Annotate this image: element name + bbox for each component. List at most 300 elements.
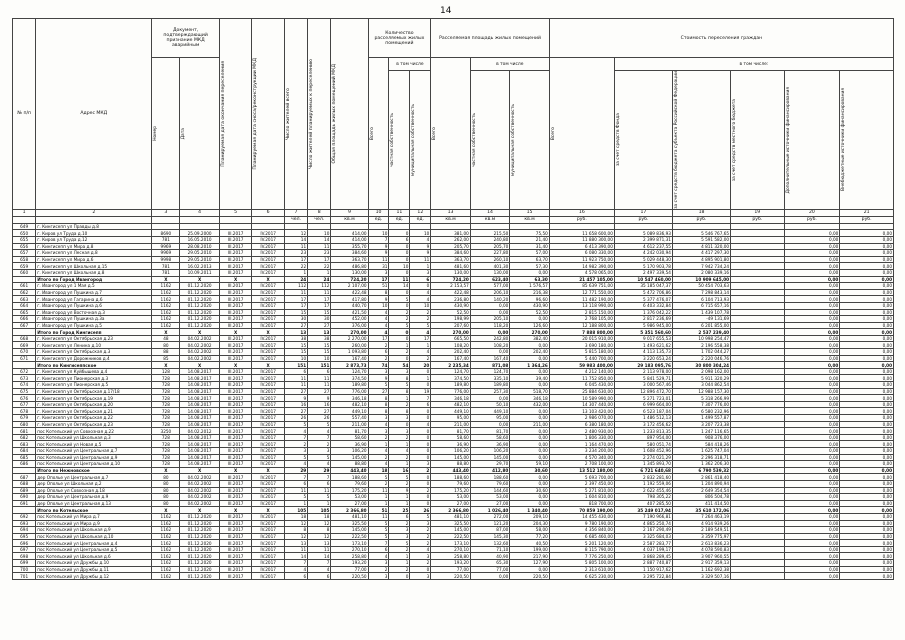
- table-cell: 0,00: [510, 434, 550, 441]
- table-cell: IV.2017: [252, 454, 285, 461]
- table-cell: 121,20: [470, 520, 510, 527]
- table-body: [13, 216, 894, 579]
- table-cell: 10.09.2011: [180, 269, 220, 276]
- header-demolition-date: Планируемая дата сноса/реконструкции МКД: [252, 19, 285, 210]
- table-cell: 5: [284, 454, 307, 461]
- table-cell: 676: [13, 395, 36, 402]
- table-cell: 0: [389, 250, 410, 257]
- table-cell: 701: [13, 573, 36, 580]
- table-cell: [731, 355, 784, 362]
- table-cell: 3 325 684,03: [614, 533, 672, 540]
- table-cell: 5 911 320,29: [672, 375, 730, 382]
- table-cell: IV.2017: [252, 395, 285, 402]
- table-cell: 1: [410, 263, 431, 270]
- table-cell: 65,30: [470, 560, 510, 567]
- table-cell: [731, 480, 784, 487]
- table-cell: 10: [410, 230, 431, 237]
- column-number: 4: [180, 209, 220, 216]
- table-cell: IV.2017: [252, 342, 285, 349]
- table-cell: 0,00: [784, 276, 840, 283]
- table-cell: 1162: [152, 513, 180, 520]
- table-cell: 18: [284, 513, 307, 520]
- table-cell: [368, 223, 389, 230]
- table-cell: III.2017: [219, 349, 252, 356]
- table-cell: 25 884 630,00: [549, 388, 614, 395]
- table-cell: 0,00: [784, 296, 840, 303]
- table-cell: 15: [308, 342, 331, 349]
- table-cell: IV.2017: [252, 289, 285, 296]
- table-cell: III.2017: [219, 461, 252, 468]
- table-cell: 25.09.2000: [180, 230, 220, 237]
- table-cell: [152, 223, 180, 230]
- table-cell: 1162: [152, 322, 180, 329]
- table-cell: 5 841 529,71: [614, 375, 672, 382]
- table-cell: IV.2017: [252, 309, 285, 316]
- table-cell: IV.2017: [252, 322, 285, 329]
- table-cell: 145,00: [470, 454, 510, 461]
- table-cell: 1: [410, 342, 431, 349]
- table-cell: IV.2017: [252, 533, 285, 540]
- table-cell: 189,80: [331, 382, 368, 389]
- table-cell: пос Котельский ул Центральная д.5: [36, 546, 152, 553]
- table-cell: 584 418,26: [672, 441, 730, 448]
- table-cell: 1162: [152, 573, 180, 580]
- table-cell: 4: [368, 316, 389, 323]
- table-cell: 3: [389, 527, 410, 534]
- table-row: [13, 283, 894, 290]
- table-cell: 482,10: [431, 401, 471, 408]
- table-cell: 13: [308, 540, 331, 547]
- table-cell: 12: [284, 520, 307, 527]
- table-cell: 2 296 318,71: [672, 454, 730, 461]
- subtotal-row: [13, 276, 894, 283]
- table-cell: 5 029 448,30: [614, 256, 672, 263]
- table-cell: 36,90: [470, 441, 510, 448]
- table-cell: 781: [152, 269, 180, 276]
- table-cell: 0,00: [510, 269, 550, 276]
- table-cell: 29: [284, 467, 307, 474]
- table-cell: 0,00: [840, 322, 894, 329]
- table-row: [13, 395, 894, 402]
- table-cell: IV.2017: [252, 230, 285, 237]
- table-cell: 79,60: [331, 480, 368, 487]
- table-cell: X: [180, 507, 220, 514]
- table-cell: 5: [389, 474, 410, 481]
- table-cell: 3: [389, 533, 410, 540]
- table-cell: 17: [284, 302, 307, 309]
- table-cell: 27: [308, 408, 331, 415]
- table-cell: 3 690 180,00: [549, 342, 614, 349]
- table-cell: 0,00: [840, 415, 894, 422]
- table-cell: 0,00: [840, 566, 894, 573]
- table-cell: 0,00: [840, 507, 894, 514]
- table-cell: 4 570 340,00: [549, 454, 614, 461]
- table-cell: 24: [284, 276, 307, 283]
- table-cell: 167,40: [470, 355, 510, 362]
- table-cell: 5: [389, 322, 410, 329]
- table-cell: III.2017: [219, 256, 252, 263]
- table-cell: 2: [389, 566, 410, 573]
- table-cell: [731, 454, 784, 461]
- table-cell: 690: [13, 494, 36, 501]
- unit-cell: [180, 216, 220, 223]
- table-cell: 0,00: [840, 421, 894, 428]
- table-cell: 1 806 330,00: [549, 434, 614, 441]
- table-cell: 5 472 706,86: [614, 289, 672, 296]
- table-cell: 414,00: [331, 236, 368, 243]
- table-cell: 1: [368, 441, 389, 448]
- table-cell: 96,60: [510, 296, 550, 303]
- table-cell: 12 988 157,30: [672, 388, 730, 395]
- table-cell: 206,10: [470, 289, 510, 296]
- table-cell: 10: [308, 230, 331, 237]
- table-cell: 2 113 978,00: [614, 368, 672, 375]
- table-cell: 2 107,00: [331, 283, 368, 290]
- table-cell: 38: [308, 335, 331, 342]
- table-cell: 0,00: [784, 540, 840, 547]
- table-cell: [731, 447, 784, 454]
- table-cell: 2 613 836,23: [672, 540, 730, 547]
- table-cell: г. Кингисепп ул Октябрьская д.3: [36, 349, 152, 356]
- table-row: [13, 342, 894, 349]
- table-cell: 3 907 960,55: [672, 553, 730, 560]
- column-number: 20: [784, 209, 840, 216]
- table-cell: 145,00: [331, 454, 368, 461]
- table-cell: 0,00: [840, 302, 894, 309]
- table-cell: 7 776 250,00: [549, 553, 614, 560]
- header-fund: за счет средств Фонда: [614, 71, 672, 210]
- table-cell: IV.2017: [252, 302, 285, 309]
- table-cell: 40,50: [510, 540, 550, 547]
- table-cell: 0: [389, 243, 410, 250]
- table-cell: 2: [389, 454, 410, 461]
- table-cell: 2 080 339,16: [672, 269, 730, 276]
- table-cell: 0,00: [510, 447, 550, 454]
- table-cell: 672: [13, 368, 36, 375]
- table-cell: 2 622 455,46: [614, 487, 672, 494]
- table-cell: 77,00: [431, 566, 471, 573]
- table-cell: 355,70: [331, 243, 368, 250]
- table-cell: 29,70: [470, 461, 510, 468]
- table-cell: [731, 309, 784, 316]
- table-cell: 17: [308, 302, 331, 309]
- table-row: [13, 236, 894, 243]
- table-cell: 58,60: [331, 434, 368, 441]
- table-cell: 128: [152, 368, 180, 375]
- table-cell: 0,00: [784, 309, 840, 316]
- table-cell: 01.12.2020: [180, 527, 220, 534]
- table-cell: 23: [308, 250, 331, 257]
- header-cost-incl: в том числе:: [614, 58, 893, 71]
- table-cell: 0,00: [840, 461, 894, 468]
- table-cell: 5 693 700,00: [549, 474, 614, 481]
- table-cell: 0,00: [840, 480, 894, 487]
- table-cell: 0,00: [510, 454, 550, 461]
- table-cell: 105: [308, 507, 331, 514]
- table-cell: X: [219, 507, 252, 514]
- table-cell: [731, 349, 784, 356]
- table-cell: 0: [410, 382, 431, 389]
- table-cell: 59,10: [510, 461, 550, 468]
- table-cell: 659: [13, 263, 36, 270]
- table-cell: 270,00: [431, 329, 471, 336]
- table-cell: [731, 388, 784, 395]
- table-cell: 7 888 800,00: [549, 329, 614, 336]
- table-cell: 1: [308, 269, 331, 276]
- table-cell: 0,00: [840, 454, 894, 461]
- table-cell: 2: [410, 467, 431, 474]
- table-cell: 270,10: [331, 546, 368, 553]
- table-row: [13, 441, 894, 448]
- table-cell: [410, 223, 431, 230]
- table-cell: [731, 256, 784, 263]
- table-cell: 781: [152, 236, 180, 243]
- table-cell: 3 207 723,38: [672, 421, 730, 428]
- table-cell: 376,00: [331, 322, 368, 329]
- column-number: 14: [470, 209, 510, 216]
- table-cell: 3: [368, 560, 389, 567]
- table-cell: 0,00: [840, 263, 894, 270]
- table-cell: г. Кингисепп ул Школьная д.8: [36, 269, 152, 276]
- table-cell: 2 397 450,00: [549, 480, 614, 487]
- table-cell: 14.08.2017: [180, 447, 220, 454]
- table-cell: [731, 335, 784, 342]
- table-cell: 10 589 990,00: [549, 395, 614, 402]
- table-cell: 412,80: [470, 467, 510, 474]
- table-cell: 14.08.2017: [180, 454, 220, 461]
- table-cell: 346,18: [331, 395, 368, 402]
- table-cell: 215,50: [470, 230, 510, 237]
- table-cell: 1162: [152, 553, 180, 560]
- table-cell: 670: [13, 349, 36, 356]
- table-cell: 421,50: [331, 309, 368, 316]
- table-cell: 0,00: [510, 494, 550, 501]
- table-cell: 0,00: [784, 335, 840, 342]
- table-cell: 430,90: [510, 302, 550, 309]
- table-cell: 88: [152, 349, 180, 356]
- table-cell: 145,00: [431, 527, 471, 534]
- table-cell: 124,70: [431, 368, 471, 375]
- table-cell: 776,00: [331, 388, 368, 395]
- table-cell: 1 608 452,96: [614, 447, 672, 454]
- table-cell: IV.2017: [252, 540, 285, 547]
- table-cell: 6: [308, 480, 331, 487]
- table-cell: 8: [308, 527, 331, 534]
- table-cell: IV.2017: [252, 382, 285, 389]
- table-cell: 11 752 850,00: [549, 375, 614, 382]
- table-cell: 2: [368, 566, 389, 573]
- table-cell: 7 298 843,14: [672, 289, 730, 296]
- table-cell: 257,30: [470, 388, 510, 395]
- units-row: [13, 216, 894, 223]
- table-cell: 1162: [152, 546, 180, 553]
- table-cell: 3250: [152, 428, 180, 435]
- table-cell: 11: [308, 487, 331, 494]
- table-cell: 557,40: [331, 415, 368, 422]
- column-number: 18: [672, 209, 730, 216]
- table-cell: 0,00: [784, 256, 840, 263]
- unit-cell: кв.м: [470, 216, 510, 223]
- table-cell: 0,00: [510, 474, 550, 481]
- table-cell: 1: [410, 375, 431, 382]
- table-row: [13, 296, 894, 303]
- table-cell: 0,00: [470, 349, 510, 356]
- table-cell: 5 591 582,00: [672, 236, 730, 243]
- table-cell: 0,00: [840, 494, 894, 501]
- table-cell: 2: [389, 546, 410, 553]
- table-cell: 0,00: [840, 269, 894, 276]
- table-cell: 2 313 610,00: [549, 566, 614, 573]
- table-cell: 0,00: [510, 342, 550, 349]
- table-cell: 30: [308, 316, 331, 323]
- table-row: [13, 428, 894, 435]
- table-cell: 17: [410, 335, 431, 342]
- table-cell: 04.02.2002: [180, 342, 220, 349]
- table-cell: 19: [410, 388, 431, 395]
- table-cell: III.2017: [219, 434, 252, 441]
- table-cell: 106,20: [331, 447, 368, 454]
- table-row: [13, 408, 894, 415]
- table-cell: 8: [368, 401, 389, 408]
- table-cell: 1162: [152, 527, 180, 534]
- table-cell: 1 576,57: [510, 283, 550, 290]
- table-cell: 687: [13, 474, 36, 481]
- table-row: [13, 309, 894, 316]
- table-cell: 2 189 549,51: [672, 527, 730, 534]
- table-cell: 0,00: [840, 441, 894, 448]
- table-cell: 0: [410, 480, 431, 487]
- table-cell: 686: [13, 461, 36, 468]
- table-cell: [252, 223, 285, 230]
- table-cell: г. Кингисепп ул Октябрьская д.17/18: [36, 388, 152, 395]
- table-cell: [731, 342, 784, 349]
- table-cell: X: [252, 362, 285, 369]
- table-cell: 0,00: [840, 296, 894, 303]
- table-row: [13, 269, 894, 276]
- table-cell: X: [252, 467, 285, 474]
- column-number: 19: [731, 209, 784, 216]
- table-cell: 0,00: [784, 329, 840, 336]
- table-cell: 108,20: [470, 342, 510, 349]
- table-cell: 871,08: [470, 362, 510, 369]
- table-cell: 481,10: [331, 513, 368, 520]
- table-cell: IV.2017: [252, 520, 285, 527]
- table-cell: [180, 223, 220, 230]
- table-cell: 2 768 105,00: [549, 316, 614, 323]
- table-cell: 1: [389, 441, 410, 448]
- table-cell: III.2017: [219, 302, 252, 309]
- table-cell: 270,10: [431, 546, 471, 553]
- table-cell: [731, 395, 784, 402]
- table-cell: 6: [308, 368, 331, 375]
- table-cell: 106,20: [431, 447, 471, 454]
- table-cell: 449,10: [470, 408, 510, 415]
- table-cell: 130,00: [470, 269, 510, 276]
- table-cell: 80: [152, 500, 180, 507]
- table-cell: 0,00: [784, 302, 840, 309]
- table-cell: 236,80: [431, 296, 471, 303]
- table-cell: 3: [410, 553, 431, 560]
- table-row: [13, 500, 894, 507]
- table-cell: 75,50: [510, 230, 550, 237]
- table-cell: 9969: [152, 243, 180, 250]
- table-cell: 5: [410, 513, 431, 520]
- table-cell: IV.2017: [252, 461, 285, 468]
- table-cell: [784, 223, 840, 230]
- table-cell: 21,40: [510, 236, 550, 243]
- table-cell: 5: [284, 494, 307, 501]
- table-cell: [13, 467, 36, 474]
- table-cell: 0: [389, 421, 410, 428]
- table-cell: 443,40: [431, 467, 471, 474]
- table-cell: 17: [368, 335, 389, 342]
- table-row: [13, 461, 894, 468]
- table-cell: 728: [152, 434, 180, 441]
- table-cell: 9: [368, 375, 389, 382]
- table-cell: г. Ивангород ул 1 Мая д.5: [36, 283, 152, 290]
- table-cell: 6 580 232,96: [672, 408, 730, 415]
- table-cell: 0,00: [784, 434, 840, 441]
- table-cell: 346,18: [510, 395, 550, 402]
- table-cell: 1: [389, 560, 410, 567]
- table-cell: 126,60: [510, 322, 550, 329]
- column-number: 8: [308, 209, 331, 216]
- table-cell: 11: [284, 289, 307, 296]
- table-cell: г. Кингисепп ул Октябрьская д.23: [36, 335, 152, 342]
- table-cell: 5: [308, 494, 331, 501]
- table-cell: г. Кингисепп ул Октябрьская д.22: [36, 415, 152, 422]
- table-cell: 63,70: [510, 256, 550, 263]
- table-cell: [731, 487, 784, 494]
- table-row: [13, 250, 894, 257]
- table-cell: 2 366,80: [431, 507, 471, 514]
- table-row: [13, 415, 894, 422]
- table-cell: 3 295 722,84: [614, 573, 672, 580]
- table-cell: 258,80: [331, 553, 368, 560]
- table-cell: 0,00: [840, 434, 894, 441]
- table-cell: 684: [13, 447, 36, 454]
- table-cell: 0,00: [840, 533, 894, 540]
- table-cell: 0,00: [840, 309, 894, 316]
- table-cell: 381,00: [431, 230, 471, 237]
- table-cell: 1 162 692,38: [672, 566, 730, 573]
- table-cell: 0,00: [784, 269, 840, 276]
- table-cell: IV.2017: [252, 560, 285, 567]
- table-cell: 8: [389, 408, 410, 415]
- table-cell: пос Котельский ул Центральная д.7: [36, 447, 152, 454]
- table-cell: 1 340,40: [510, 507, 550, 514]
- table-cell: 697: [13, 546, 36, 553]
- column-number: 16: [549, 209, 614, 216]
- header-area-private: частная собственность: [470, 71, 510, 210]
- table-cell: 655: [13, 236, 36, 243]
- table-cell: III.2017: [219, 480, 252, 487]
- table-cell: 40,90: [470, 553, 510, 560]
- header-residents: Число жителей всего: [284, 19, 307, 210]
- table-row: [13, 527, 894, 534]
- table-cell: 77,00: [470, 566, 510, 573]
- table-cell: 818 700,00: [549, 500, 614, 507]
- table-cell: 0: [389, 355, 410, 362]
- table-cell: 88,80: [331, 461, 368, 468]
- table-cell: 7 264 463,19: [672, 513, 730, 520]
- table-cell: III.2017: [219, 553, 252, 560]
- table-cell: 188,60: [470, 474, 510, 481]
- table-cell: 10: [368, 230, 389, 237]
- table-cell: 14.08.2017: [180, 368, 220, 375]
- table-cell: 0,00: [840, 230, 894, 237]
- table-cell: 13: [308, 329, 331, 336]
